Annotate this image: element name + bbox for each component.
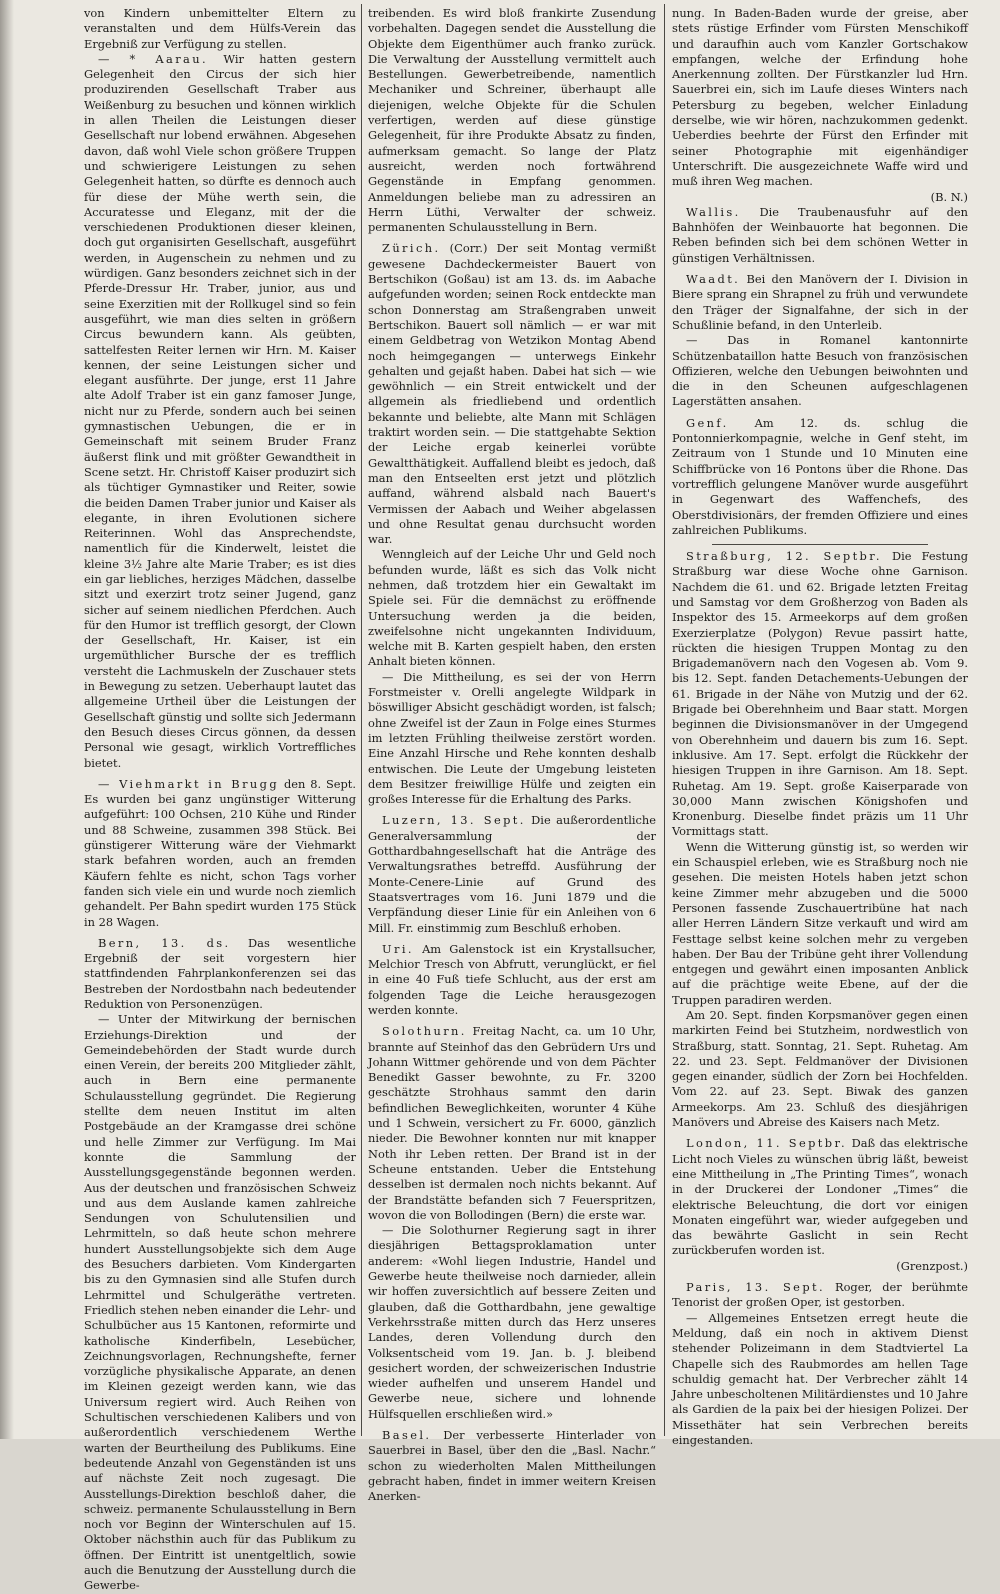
article-text: (Corr.) Der seit Montag vermißt gewesene Dachdeckermeister Bauert von Bertschikon (Goßau) ist am 13. ds. im Aabache aufgefunden worden; seinen Rock entdeckte man schon Donnerstag am Straßengraben unweit Bertschikon. Bauert soll nämlich — er war mit einem Geldbetrag von Wetzikon Montag Abend noch heimgegangen — unterwegs Einkehr gehalten und gejaßt haben. Dabei hat sich — wie gewöhnlich — ein Streit entwickelt und der allgemein als friedliebend und ordentlich bekannte und beliebte, alte Mann mit Schlägen traktirt worden sein. — Die stattgehabte Sektion der Leiche ergab keinerlei vorübte Gewaltthätigkeit. Auffallend bleibt es jedoch, daß man den Entseelten erst jetzt und plötzlich auffand, während alsbald nach Bauert's Vermissen der Aabach und Weiher abgelassen und ohne Resultat genau durchsucht worden war. <box>368 241 656 547</box>
article-paragraph <box>672 1280 968 1311</box>
article-text: Die außerordentliche Generalversammlung der Gotthardbahngesellschaft hat die Anträge des Verwaltungsrathes betreffd. Ausführung der Monte-Cenere-Linie auf Grund des Staatsvertrages vom 16. Juni 1879 und die Verpfändung dieser Linie für ein Anleihen von 6 Mill. Fr. einstimmig zum Beschluß erhoben. <box>368 813 656 935</box>
article-dateline: Zürich. <box>382 241 441 256</box>
column-2 <box>368 6 656 1504</box>
article-text: Der verbesserte Hinterlader von Sauerbrei in Basel, über den die „Basl. Nachr.“ schon zu wiederholten Malen Mittheilungen gebracht haben, findet in immer weitern Kreisen Anerken- <box>368 1428 656 1504</box>
article-paragraph <box>368 942 656 1018</box>
article-paragraph <box>672 333 968 409</box>
article-text: Wir hatten gestern Gelegenheit den Circus der sich hier produzirenden Gesellschaft Traber aus Weißenburg zu besuchen und können wirklich in allen Theilen die Leistungen dieser Gesellschaft nur lobend erwähnen. Abgesehen davon, daß wohl Viele schon größere Truppen und schwierigere Leistungen zu sehen Gelegenheit hatten, so dürfte es dennoch auch für diese der Mühe werth sein, die Accuratesse und Eleganz, mit der die verschiedenen Produktionen dieser kleinen, doch gut organisirten Gesellschaft, ausgeführt werden, in Augenschein zu nehmen und zu würdigen. Ganz besonders zeichnet sich in der Pferde-Dressur Hr. Traber, junior, aus und seine Exerzitien mit der Rollkugel sind so fein ausgeführt, wie man dies selten in größern Circus bewundern kann. Als geübten, sattelfesten Reiter lernen wir Hrn. M. Kaiser kennen, der seine Leistungen sicher und elegant ausführte. Der junge, erst 11 Jahre alte Adolf Traber ist ein ganz famoser Junge, nicht nur zu Pferde, sondern auch bei seinen gymnastischen Uebungen, die er in Gemeinschaft mit seinem Bruder Franz äußerst flink und mit größter Gewandtheit in Scene setzt. Hr. Christoff Kaiser produzirt sich als tüchtiger Gymnastiker und Reiter, sowie die beiden Damen Traber junior und Kaiser als elegante, in ihren Evolutionen sichere Reiterinnen. Wohl das Ansprechendste, namentlich für die Kinderwelt, leistet die kleine 3½ Jahre alte Marie Traber; es ist dies ein gar liebliches, herziges Mädchen, dasselbe sitzt und exerzirt trotz seiner Jugend, ganz sicher auf seinem niedlichen Pferdchen. Auch für den Humor ist trefflich gesorgt, der Clown der Gesellschaft, Hr. Kaiser, ist ein urgemüthlicher Bursche der es trefflich versteht die Lachmuskeln der Zuschauer stets in Bewegung zu setzen. Ueberhaupt lautet das allgemeine Urtheil über die Leistungen der Gesellschaft günstig und sollte sich Jedermann den Besuch dieses Circus gönnen, da dessen Personal wie gesagt, wirklich Vortreffliches bietet. <box>84 51 356 770</box>
article-dateline: Solothurn. <box>382 1024 467 1039</box>
article-text: nung. In Baden-Baden wurde der greise, aber stets rüstige Erfinder vom Fürsten Menschikoff und daraufhin auch vom Kanzler Gortschakow empfangen, welche der Erfindung hohe Anerkennung zollten. Der Fürstkanzler lud Hrn. Sauerbrei ein, sich im Laufe dieses Winters nach Petersburg zu begeben, welcher Einladung derselbe, wie wir hören, nachzukommen gedenkt. Ueberdies beehrte der Fürst den Erfinder mit seiner Photographie mit eigenhändiger Unterschrift. Die ausgezeichnete Waffe wird und muß ihren Weg machen. <box>672 6 968 189</box>
page-edge-shadow <box>0 0 14 1439</box>
article-text: Am Galenstock ist ein Krystallsucher, Melchior Tresch von Abfrutt, verunglückt, er fiel in eine 40 Fuß tiefe Schlucht, aus der erst am folgenden Tage die Leiche herausgezogen werden konnte. <box>368 941 656 1017</box>
article-dateline: Luzern, 13. Sept. <box>382 813 526 828</box>
article-text: Daß das elektrische Licht noch Vieles zu wünschen übrig läßt, beweist eine Mittheilung in „The Printing Times“, wonach in der Druckerei der Londoner „Times“ die elektrische Beleuchtung, die dort vor einigen Monaten eingeführt war, wieder aufgegeben und das bewährte Gaslicht in sein Recht zurückberufen worden ist. <box>672 1136 969 1258</box>
article-dateline: London, 11. Septbr. <box>686 1136 848 1151</box>
article-paragraph <box>368 813 656 935</box>
article-paragraph <box>672 840 968 1008</box>
article-text: Am 20. Sept. finden Korpsmanöver gegen einen markirten Feind bei Stutzheim, nordwestlich von Straßburg, statt. Sonntag, 21. Sept. Ruhetag. Am 22. und 23. Sept. Feldmanöver der Divisionen gegen einander, südlich der Zorn bei Hochfelden. Vom 22. auf 23. Sept. Biwak des ganzen Armeekorps. Am 23. Schluß des diesjährigen Manövers und Abreise des Kaisers nach Metz. <box>672 1008 968 1130</box>
article-dateline: — Viehmarkt in Brugg <box>98 776 280 791</box>
article-paragraph <box>672 416 968 538</box>
article-paragraph <box>84 1012 356 1593</box>
article-paragraph <box>368 6 656 235</box>
article-paragraph <box>368 1024 656 1223</box>
article-dateline: Wallis. <box>686 204 741 219</box>
article-text: Wenngleich auf der Leiche Uhr und Geld noch befunden wurde, läßt es sich das Volk nicht nehmen, daß trotzdem hier ein Gewaltakt im Spiele sei. Für die demnächst zu eröffnende Untersuchung werden ja die beiden, zweifelsohne nicht ungekannten Individuum, welche mit B. Karten gespielt haben, den ersten Anhalt bieten können. <box>368 547 656 669</box>
article-dateline: Bern, 13. ds. <box>98 935 231 950</box>
article-text: Roger, der berühmte Tenorist der großen Oper, ist gestorben. <box>672 1280 968 1310</box>
article-text: Das wesentliche Ergebniß der seit vorgestern hier stattfindenden Fahrplankonferenzen sei das Bestreben der Nordostbahn nach bedeutender Reduktion von Personenzügen. <box>84 935 357 1011</box>
article-dateline: Uri. <box>382 941 414 956</box>
article-paragraph <box>672 272 968 333</box>
article-paragraph <box>84 52 356 771</box>
article-source: (Grenzpost.) <box>896 1258 968 1273</box>
article-paragraph <box>672 1136 968 1274</box>
column-1 <box>84 6 357 1593</box>
article-text: — Das in Romanel kantonnirte Schützenbataillon hatte Besuch von französischen Offizieren, welche den Uebungen beiwohnten und die in den Scheunen aufgeschlagenen Lagerstätten ansahen. <box>672 333 968 409</box>
article-dateline: Genf. <box>686 415 729 430</box>
article-paragraph <box>84 6 356 52</box>
article-text: — Die Mittheilung, es sei der von Herrn Forstmeister v. Orelli angelegte Wildpark in böswilliger Absicht geschädigt worden, ist falsch; ohne Zweifel ist der Zaun in Folge eines Sturmes im letzten Frühling theilweise zerstört worden. Eine Anzahl Hirsche und Rehe konnten deshalb entwischen. Die Leute der Umgebung leisteten dem Besitzer freiwillige Hülfe und zeigten ein großes Interesse für die Erhaltung des Parks. <box>368 669 656 807</box>
article-dateline: Waadt. <box>686 272 741 287</box>
article-text: Die Festung Straßburg war diese Woche ohne Garnison. Nachdem die 61. und 62. Brigade letzten Freitag und Samstag vor dem Großherzog von Baden als Inspektor des 15. Armeekorps auf dem großen Exerzierplatze (Polygon) Revue passirt hatte, rückten die hiesigen Truppen Montag zu den Brigademanövern nach den Vogesen ab. Vom 9. bis 12. Sept. fanden Detachements-Uebungen der 61. Brigade in der Nähe von Mutzig und der 62. Brigade bei Oberehnheim und Baar statt. Morgen beginnen die Divisionsmanöver in der Umgegend von Oberehnheim und dauern bis zum 16. Sept. inklusive. Am 17. Sept. erfolgt die Rückkehr der hiesigen Truppen in ihre Garnison. Am 18. Sept. Ruhetag. Am 19. Sept. große Kaiserparade von 30,000 Mann zwischen Königshofen und Kronenburg. Dieselbe findet präzis um 11 Uhr Vormittags statt. <box>672 549 968 839</box>
article-text: — Allgemeines Entsetzen erregt heute die Meldung, daß ein noch in aktivem Dienst stehender Polizeimann in dem Stadtviertel La Chapelle sich des Raubmordes am hellen Tage schuldig gemacht hat. Der Verbrecher zählt 14 Jahre unbescholtenen Militärdienstes und 10 Jahre als Gardien de la paix bei der hiesigen Polizei. Der Missethäter hat sein Verbrechen bereits eingestanden. <box>672 1310 968 1448</box>
article-text: Wenn die Witterung günstig ist, so werden wir ein Schauspiel erleben, wie es Straßburg noch nie gesehen. Die meisten Hotels haben jetzt schon keine Zimmer mehr abzugeben und die 5000 Personen fassende Zuschauertribüne hat nach aller Herren Ländern Sitze verkauft und wird am Festtage selbst keine solchen mehr zu vergeben haben. Der Bau der Tribüne geht ihrer Vollendung entgegen und gewährt einen imposanten Anblick auf die prächtige weite Ebene, auf der die Truppen paradiren werden. <box>672 839 968 1007</box>
column-3 <box>672 6 969 1448</box>
article-text: Freitag Nacht, ca. um 10 Uhr, brannte auf Steinhof das den Gebrüdern Urs und Johann Wittmer gehörende und von dem Pächter Benedikt Gasser bewohnte, zu Fr. 3200 geschätzte Strohhaus sammt den darin befindlichen Beweglichkeiten, worunter 4 Kühe und 1 Schwein, versichert zu Fr. 6000, gänzlich nieder. Die Bewohner konnten nur mit knapper Noth ihr Leben retten. Der Brand ist in der Scheune entstanden. Ueber die Entstehung desselben ist dermalen noch nichts bekannt. Auf der Brandstätte befanden sich 7 Feuerspritzen, wovon die von Bollodingen (Bern) die erste war. <box>368 1024 656 1222</box>
article-paragraph <box>368 1428 656 1504</box>
article-paragraph <box>672 1311 968 1449</box>
article-paragraph <box>84 936 356 1012</box>
article-paragraph <box>672 1008 968 1130</box>
article-dateline: Paris, 13. Sept. <box>686 1280 826 1295</box>
article-paragraph <box>672 549 968 840</box>
article-paragraph <box>368 1223 656 1422</box>
column-rule-1 <box>361 4 362 1436</box>
article-text: Die Traubenausfuhr auf den Bahnhöfen der Weinbauorte hat begonnen. Die Reben befinden sich bei dem schönen Wetter in günstigen Verhältnissen. <box>672 204 969 265</box>
article-text: treibenden. Es wird bloß frankirte Zusendung vorbehalten. Dagegen sendet die Ausstellung die Objekte dem Eigenthümer auch franko zurück. Die Verwaltung der Ausstellung vermittelt auch Bestellungen. Gewerbetreibende, namentlich Mechaniker und Schreiner, überhaupt alle diejenigen, welche Objekte für die Schulen verfertigen, werden auf diese günstige Gelegenheit, für ihre Produkte Absatz zu finden, aufmerksam gemacht. So lange der Platz ausreicht, werden noch fortwährend Gegenstände in Empfang genommen. Anmeldungen beliebe man zu adressiren an Herrn Lüthi, Verwalter der schweiz. permanenten Schulausstellung in Bern. <box>368 6 656 235</box>
article-text: — Die Solothurner Regierung sagt in ihrer diesjährigen Bettagsproklamation unter anderem: «Wohl liegen Industrie, Handel und Gewerbe heute theilweise noch darnieder, allein wir hoffen zuversichtlich auf bessere Zeiten und glauben, daß die Gotthardbahn, jene gewaltige Verkehrsstraße mitten durch das Herz unseres Landes, deren Vollendung durch den Volksentscheid vom 19. Jan. b. J. bleibend gesichert worden, der schweizerischen Industrie wieder aufhelfen und unserem Handel und Gewerbe neue, sichere und lohnende Hülfsquellen erschließen wird.» <box>368 1223 656 1421</box>
article-text: Bei den Manövern der I. Division in Biere sprang ein Shrapnel zu früh und verwundete den Träger der Signalfahne, der sich in der Schußlinie befand, in den Unterleib. <box>672 272 968 332</box>
article-paragraph <box>368 670 656 808</box>
article-text: von Kindern unbemittelter Eltern zu veranstalten und dem Hülfs-Verein das Ergebniß zur Verfügung zu stellen. <box>84 6 356 51</box>
column-rule-2 <box>664 4 665 1436</box>
article-paragraph <box>672 6 968 205</box>
article-text: — Unter der Mitwirkung der bernischen Erziehungs-Direktion und der Gemeindebehörden der Stadt wurde durch einen Verein, der bereits 200 Mitglieder zählt, auch in Bern eine permanente Schulausstellung gegründet. Die Regierung stellte dem neuen Institut im alten Postgebäude an der Kramgasse drei schöne und helle Zimmer zur Verfügung. Im Mai konnte die Sammlung der Ausstellungsgegenstände begonnen werden. Aus der deutschen und französischen Schweiz und aus dem Auslande kamen zahlreiche Sendungen von Schulutensilien und Lehrmitteln, so daß heute schon mehrere hundert Ausstellungsobjekte sich dem Auge des Besuchers darbieten. Vom Kindergarten bis zu den Gymnasien sind alle Stufen durch Lehrmittel und Schulgeräthe vertreten. Friedlich stehen neben einander die Lehr- und Schulbücher aus 15 Kantonen, reformirte und katholische Kinderfibeln, Lesebücher, Zeichnungsvorlagen, Rechnungshefte, ferner vorzügliche physikalische Apparate, an denen im Kleinen gezeigt werden kann, wie das Universum regiert wird. Auch Reihen von Schultischen verschiedenen Kalibers und von außerordentlich verschiedenem Werthe warten der Beurtheilung des Publikums. Eine bedeutende Anzahl von Gegenständen ist uns auf nächste Zeit noch zugesagt. Die Ausstellungs-Direktion beschloß daher, die schweiz. permanente Schulausstellung in Bern noch vor Beginn der Winterschulen auf 15. Oktober nächsthin auch für das Publikum zu öffnen. Der Eintritt ist unentgeltlich, sowie auch die Benutzung der Ausstellung durch die Gewerbe- <box>84 1012 356 1593</box>
article-paragraph <box>368 547 656 669</box>
article-paragraph <box>368 241 656 547</box>
article-text: den 8. Sept. Es wurden bei ganz ungünstiger Witterung aufgeführt: 100 Ochsen, 210 Kühe und Rinder und 88 Schweine, zusammen 398 Stück. Bei günstigerer Witterung wäre der Viehmarkt stark befahren worden, auch an fremden Käufern fehlte es nicht, schon Tags vorher fanden sich viele ein und wurde noch ziemlich gehandelt. Per Bahn spedirt wurden 175 Stück in 28 Wagen. <box>84 776 357 929</box>
section-separator <box>712 544 928 545</box>
article-source: (B. N.) <box>930 189 968 204</box>
article-text: Am 12. ds. schlug die Pontonnierkompagnie, welche in Genf steht, im Zeitraum von 1 Stunde und 10 Minuten eine Schiffbrücke von 16 Pontons über die Rhone. Das vortrefflich gelungene Manöver wurde ausgeführt in Gegenwart des Waffenchefs, des Oberstdivisionärs, der fremden Offiziere und eines zahlreichen Publikums. <box>672 415 968 537</box>
article-dateline: Basel. <box>382 1428 432 1443</box>
article-dateline: Straßburg, 12. Septbr. <box>686 549 882 564</box>
article-dateline: — * Aarau. <box>98 51 208 66</box>
article-paragraph <box>672 205 968 266</box>
article-paragraph <box>84 777 356 930</box>
